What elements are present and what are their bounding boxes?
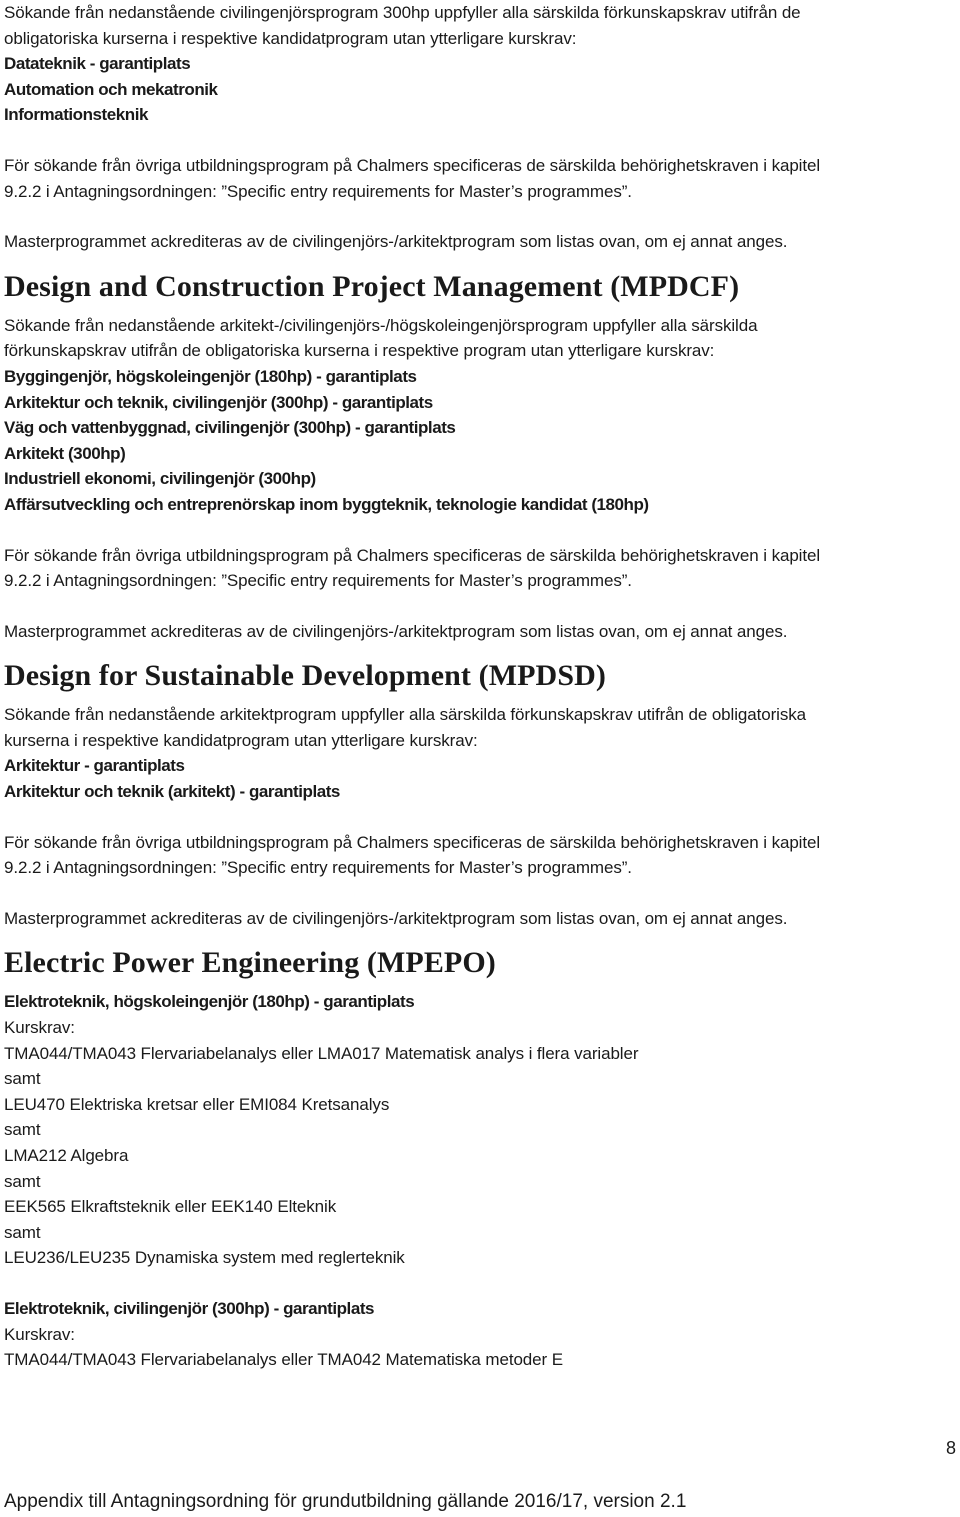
course-requirement-line: Kurskrav:	[4, 1324, 75, 1344]
course-requirement-line: TMA044/TMA043 Flervariabelanalys eller LMA017 Matematisk analys i flera variabler	[4, 1043, 639, 1063]
course-requirement-line: LMA212 Algebra	[4, 1146, 129, 1165]
requirement-item: Arkitektur - garantiplats	[4, 756, 185, 776]
course-requirement-line: samt	[4, 1222, 41, 1242]
course-requirement-line: Kurskrav:	[4, 1018, 75, 1038]
page-number: 8	[945, 1438, 956, 1458]
section-intro-line: Sökande från nedanstående arkitektprogram uppfyller alla särskilda förkunskapskrav utifrån de obligatoriska	[4, 705, 806, 725]
section-heading: Design and Construction Project Management (MPDCF)	[4, 269, 740, 303]
page-footer: Appendix till Antagningsordning för grundutbildning gällande 2016/17, version 2.1	[4, 1491, 687, 1512]
accreditation-text: Masterprogrammet ackrediteras av de civilingenjörs-/arkitektprogram som listas ovan, om ej annat anges.	[4, 908, 788, 928]
accreditation-text: Masterprogrammet ackrediteras av de civilingenjörs-/arkitektprogram som listas ovan, om ej annat anges.	[4, 621, 788, 641]
course-requirement-line: EEK565 Elkraftsteknik eller EEK140 Elteknik	[4, 1197, 337, 1217]
other-programs-text: 9.2.2 i Antagningsordningen: ”Specific entry requirements for Master’s programmes”.	[4, 181, 632, 201]
other-programs-text: För sökande från övriga utbildningsprogram på Chalmers specificeras de särskilda behörighetskraven i kapitel	[4, 545, 821, 565]
other-programs-text: För sökande från övriga utbildningsprogram på Chalmers specificeras de särskilda behörighetskraven i kapitel	[4, 155, 821, 175]
section-intro-line: Sökande från nedanstående arkitekt-/civilingenjörs-/högskoleingenjörsprogram uppfyller alla särskilda	[4, 315, 758, 335]
intro-section	[4, 0, 954, 255]
course-requirement-line: samt	[4, 1171, 41, 1191]
section-mpepo	[4, 945, 954, 1372]
accreditation-text: Masterprogrammet ackrediteras av de civilingenjörs-/arkitektprogram som listas ovan, om ej annat anges.	[4, 232, 788, 252]
requirement-item: Industriell ekonomi, civilingenjör (300hp)	[4, 469, 316, 489]
section-intro-line: förkunskapskrav utifrån de obligatoriska kurserna i respektive program utan ytterligare kurskrav:	[4, 341, 715, 361]
section-mpdcf	[4, 269, 954, 645]
other-programs-text: 9.2.2 i Antagningsordningen: ”Specific entry requirements for Master’s programmes”.	[4, 571, 632, 591]
intro-line: Sökande från nedanstående civilingenjörsprogram 300hp uppfyller alla särskilda förkunskapskrav utifrån de	[4, 3, 801, 22]
program-name: Elektroteknik, högskoleingenjör (180hp) - garantiplats	[4, 992, 415, 1012]
program-block	[4, 989, 954, 1271]
requirement-item: Datateknik - garantiplats	[4, 54, 191, 74]
course-requirement-line: TMA044/TMA043 Flervariabelanalys eller TMA042 Matematiska metoder E	[4, 1350, 563, 1370]
section-mpdsd	[4, 658, 954, 931]
other-programs-text: 9.2.2 i Antagningsordningen: ”Specific entry requirements for Master’s programmes”.	[4, 858, 632, 878]
section-heading: Design for Sustainable Development (MPDSD)	[4, 659, 606, 693]
intro-line: obligatoriska kurserna i respektive kandidatprogram utan ytterligare kurskrav:	[4, 28, 577, 48]
course-requirement-line: samt	[4, 1069, 41, 1089]
requirement-item: Arkitektur och teknik, civilingenjör (300hp) - garantiplats	[4, 392, 433, 412]
program-block	[4, 1296, 954, 1373]
section-intro-line: kurserna i respektive kandidatprogram utan ytterligare kurskrav:	[4, 730, 478, 750]
requirement-item: Arkitekt (300hp)	[4, 443, 126, 463]
requirement-item: Arkitektur och teknik (arkitekt) - garantiplats	[4, 782, 340, 802]
section-heading: Electric Power Engineering (MPEPO)	[4, 946, 496, 980]
course-requirement-line: LEU470 Elektriska kretsar eller EMI084 Kretsanalys	[4, 1094, 390, 1114]
course-requirement-line: LEU236/LEU235 Dynamiska system med reglerteknik	[4, 1248, 405, 1268]
course-requirement-line: samt	[4, 1120, 41, 1140]
requirement-item: Affärsutveckling och entreprenörskap inom byggteknik, teknologie kandidat (180hp)	[4, 494, 649, 514]
requirement-item: Väg och vattenbyggnad, civilingenjör (300hp) - garantiplats	[4, 418, 456, 438]
requirement-item: Informationsteknik	[4, 105, 148, 125]
document-page	[4, 0, 954, 1373]
other-programs-text: För sökande från övriga utbildningsprogram på Chalmers specificeras de särskilda behörighetskraven i kapitel	[4, 832, 821, 852]
requirement-item: Automation och mekatronik	[4, 79, 218, 99]
program-name: Elektroteknik, civilingenjör (300hp) - garantiplats	[4, 1298, 375, 1318]
requirement-item: Byggingenjör, högskoleingenjör (180hp) - garantiplats	[4, 366, 417, 386]
